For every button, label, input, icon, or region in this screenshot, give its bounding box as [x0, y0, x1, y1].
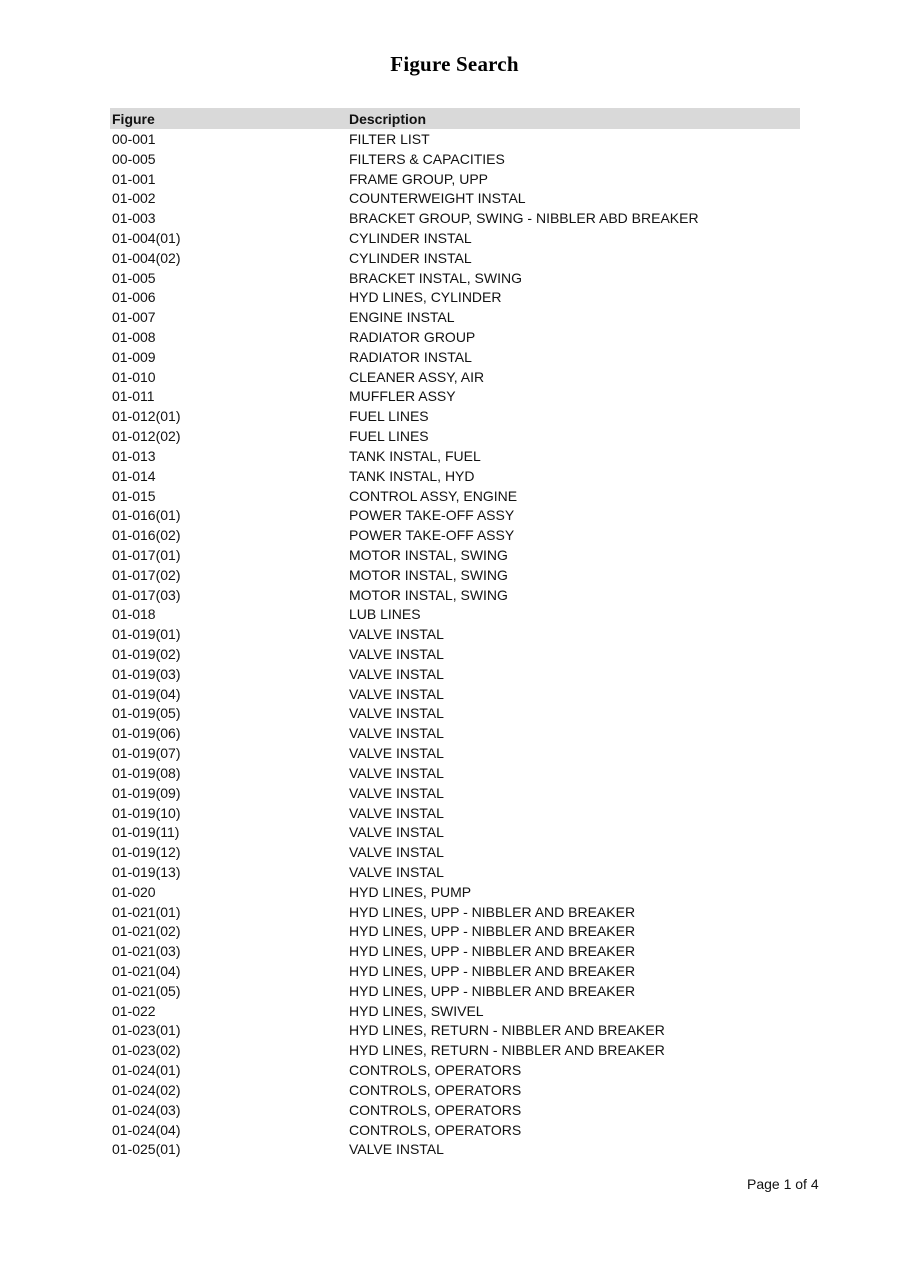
figure-table: [110, 108, 800, 1159]
table-row: [110, 1120, 800, 1140]
figure-cell: 01-015: [112, 487, 156, 504]
description-cell: VALVE INSTAL: [349, 863, 444, 880]
description-cell: CYLINDER INSTAL: [349, 249, 472, 266]
description-cell: HYD LINES, PUMP: [349, 883, 472, 900]
description-cell: VALVE INSTAL: [349, 804, 444, 821]
table-row: [110, 922, 800, 942]
description-cell: FUEL LINES: [349, 408, 429, 425]
table-row: [110, 842, 800, 862]
table-row: [110, 446, 800, 466]
description-cell: COUNTERWEIGHT INSTAL: [349, 190, 526, 207]
table-row: [110, 961, 800, 981]
column-header-description: Description: [349, 110, 427, 127]
description-cell: MUFFLER ASSY: [349, 388, 456, 405]
table-row: [110, 1021, 800, 1041]
description-cell: VALVE INSTAL: [349, 764, 444, 781]
table-row: [110, 882, 800, 902]
figure-cell: 01-009: [112, 348, 156, 365]
description-cell: HYD LINES, UPP - NIBBLER AND BREAKER: [349, 923, 636, 940]
description-cell: FUEL LINES: [349, 428, 429, 445]
table-row: [110, 406, 800, 426]
table-row: [110, 565, 800, 585]
table-row: [110, 1080, 800, 1100]
description-cell: HYD LINES, SWIVEL: [349, 1002, 484, 1019]
table-row: [110, 763, 800, 783]
table-header-row: [110, 108, 800, 129]
figure-cell: 01-012(01): [112, 408, 181, 425]
figure-cell: 01-019(09): [112, 784, 181, 801]
description-cell: CYLINDER INSTAL: [349, 229, 472, 246]
figure-cell: 01-019(03): [112, 665, 181, 682]
description-cell: POWER TAKE-OFF ASSY: [349, 507, 515, 524]
table-row: [110, 684, 800, 704]
figure-cell: 01-023(02): [112, 1042, 181, 1059]
description-cell: MOTOR INSTAL, SWING: [349, 566, 508, 583]
table-row: [110, 862, 800, 882]
table-row: [110, 1100, 800, 1120]
table-row: [110, 426, 800, 446]
figure-cell: 01-021(02): [112, 923, 181, 940]
figure-cell: 00-001: [112, 130, 156, 147]
table-body: [110, 129, 800, 1159]
description-cell: TANK INSTAL, FUEL: [349, 447, 481, 464]
figure-cell: 01-017(02): [112, 566, 181, 583]
figure-cell: 01-022: [112, 1002, 156, 1019]
description-cell: HYD LINES, UPP - NIBBLER AND BREAKER: [349, 943, 636, 960]
figure-cell: 01-024(01): [112, 1062, 181, 1079]
page-title: Figure Search: [390, 52, 519, 76]
figure-cell: 01-019(12): [112, 844, 181, 861]
description-cell: RADIATOR INSTAL: [349, 348, 472, 365]
description-cell: VALVE INSTAL: [349, 665, 444, 682]
description-cell: LUB LINES: [349, 606, 421, 623]
description-cell: VALVE INSTAL: [349, 646, 444, 663]
figure-cell: 01-021(03): [112, 943, 181, 960]
figure-cell: 01-002: [112, 190, 156, 207]
table-row: [110, 1040, 800, 1060]
figure-cell: 01-019(10): [112, 804, 181, 821]
figure-cell: 01-012(02): [112, 428, 181, 445]
table-row: [110, 486, 800, 506]
description-cell: VALVE INSTAL: [349, 626, 444, 643]
figure-cell: 01-020: [112, 883, 156, 900]
figure-cell: 01-024(03): [112, 1101, 181, 1118]
figure-cell: 01-011: [112, 388, 155, 405]
figure-cell: 01-016(02): [112, 527, 181, 544]
table-row: [110, 664, 800, 684]
figure-cell: 01-010: [112, 368, 156, 385]
description-cell: CONTROL ASSY, ENGINE: [349, 487, 518, 504]
description-cell: VALVE INSTAL: [349, 685, 444, 702]
description-cell: FILTERS & CAPACITIES: [349, 150, 505, 167]
figure-cell: 01-004(01): [112, 229, 181, 246]
page-number: Page 1 of 4: [747, 1176, 819, 1192]
figure-cell: 01-017(01): [112, 546, 181, 563]
figure-cell: 01-021(05): [112, 982, 181, 999]
description-cell: VALVE INSTAL: [349, 745, 444, 762]
description-cell: HYD LINES, RETURN - NIBBLER AND BREAKER: [349, 1042, 665, 1059]
table-row: [110, 347, 800, 367]
figure-cell: 01-021(04): [112, 963, 181, 980]
description-cell: VALVE INSTAL: [349, 784, 444, 801]
table-row: [110, 723, 800, 743]
figure-cell: 01-019(04): [112, 685, 181, 702]
table-row: [110, 208, 800, 228]
figure-cell: 01-003: [112, 210, 156, 227]
table-row: [110, 1060, 800, 1080]
table-row: [110, 902, 800, 922]
description-cell: MOTOR INSTAL, SWING: [349, 586, 508, 603]
description-cell: FILTER LIST: [349, 130, 430, 147]
figure-cell: 01-025(01): [112, 1141, 181, 1158]
description-cell: CONTROLS, OPERATORS: [349, 1062, 522, 1079]
table-row: [110, 387, 800, 407]
table-row: [110, 1139, 800, 1159]
figure-cell: 00-005: [112, 150, 156, 167]
figure-cell: 01-013: [112, 447, 156, 464]
description-cell: VALVE INSTAL: [349, 844, 444, 861]
figure-cell: 01-019(13): [112, 863, 181, 880]
figure-cell: 01-021(01): [112, 903, 181, 920]
table-row: [110, 367, 800, 387]
table-row: [110, 545, 800, 565]
table-row: [110, 783, 800, 803]
figure-cell: 01-014: [112, 467, 156, 484]
figure-cell: 01-019(02): [112, 646, 181, 663]
description-cell: CLEANER ASSY, AIR: [349, 368, 485, 385]
description-cell: POWER TAKE-OFF ASSY: [349, 527, 515, 544]
figure-cell: 01-019(06): [112, 725, 181, 742]
description-cell: BRACKET GROUP, SWING - NIBBLER ABD BREAKER: [349, 210, 699, 227]
figure-cell: 01-017(03): [112, 586, 181, 603]
table-row: [110, 327, 800, 347]
description-cell: RADIATOR GROUP: [349, 329, 476, 346]
table-row: [110, 525, 800, 545]
table-row: [110, 248, 800, 268]
figure-cell: 01-001: [112, 170, 156, 187]
description-cell: HYD LINES, UPP - NIBBLER AND BREAKER: [349, 982, 636, 999]
table-row: [110, 981, 800, 1001]
description-cell: HYD LINES, UPP - NIBBLER AND BREAKER: [349, 963, 636, 980]
description-cell: HYD LINES, UPP - NIBBLER AND BREAKER: [349, 903, 636, 920]
description-cell: VALVE INSTAL: [349, 725, 444, 742]
description-cell: ENGINE INSTAL: [349, 309, 455, 326]
table-row: [110, 129, 800, 149]
figure-cell: 01-024(02): [112, 1081, 181, 1098]
column-header-figure: Figure: [112, 110, 155, 127]
table-row: [110, 822, 800, 842]
description-cell: VALVE INSTAL: [349, 824, 444, 841]
figure-cell: 01-019(07): [112, 745, 181, 762]
figure-cell: 01-004(02): [112, 249, 181, 266]
table-row: [110, 803, 800, 823]
figure-cell: 01-006: [112, 289, 156, 306]
figure-cell: 01-019(05): [112, 705, 181, 722]
table-row: [110, 624, 800, 644]
table-row: [110, 188, 800, 208]
table-row: [110, 1001, 800, 1021]
figure-cell: 01-019(08): [112, 764, 181, 781]
table-row: [110, 941, 800, 961]
figure-cell: 01-016(01): [112, 507, 181, 524]
table-row: [110, 466, 800, 486]
table-row: [110, 704, 800, 724]
description-cell: VALVE INSTAL: [349, 705, 444, 722]
description-cell: MOTOR INSTAL, SWING: [349, 546, 508, 563]
description-cell: CONTROLS, OPERATORS: [349, 1101, 522, 1118]
table-row: [110, 505, 800, 525]
figure-cell: 01-008: [112, 329, 156, 346]
description-cell: BRACKET INSTAL, SWING: [349, 269, 522, 286]
figure-cell: 01-018: [112, 606, 156, 623]
description-cell: HYD LINES, CYLINDER: [349, 289, 502, 306]
figure-cell: 01-007: [112, 309, 156, 326]
table-row: [110, 149, 800, 169]
description-cell: HYD LINES, RETURN - NIBBLER AND BREAKER: [349, 1022, 665, 1039]
table-row: [110, 743, 800, 763]
description-cell: CONTROLS, OPERATORS: [349, 1081, 522, 1098]
description-cell: VALVE INSTAL: [349, 1141, 444, 1158]
figure-cell: 01-019(01): [112, 626, 181, 643]
figure-cell: 01-023(01): [112, 1022, 181, 1039]
description-cell: TANK INSTAL, HYD: [349, 467, 475, 484]
table-row: [110, 644, 800, 664]
table-row: [110, 585, 800, 605]
table-row: [110, 169, 800, 189]
table-row: [110, 288, 800, 308]
table-row: [110, 605, 800, 625]
description-cell: CONTROLS, OPERATORS: [349, 1121, 522, 1138]
figure-cell: 01-005: [112, 269, 156, 286]
table-row: [110, 307, 800, 327]
figure-cell: 01-024(04): [112, 1121, 181, 1138]
table-row: [110, 228, 800, 248]
table-row: [110, 268, 800, 288]
figure-cell: 01-019(11): [112, 824, 180, 841]
description-cell: FRAME GROUP, UPP: [349, 170, 488, 187]
